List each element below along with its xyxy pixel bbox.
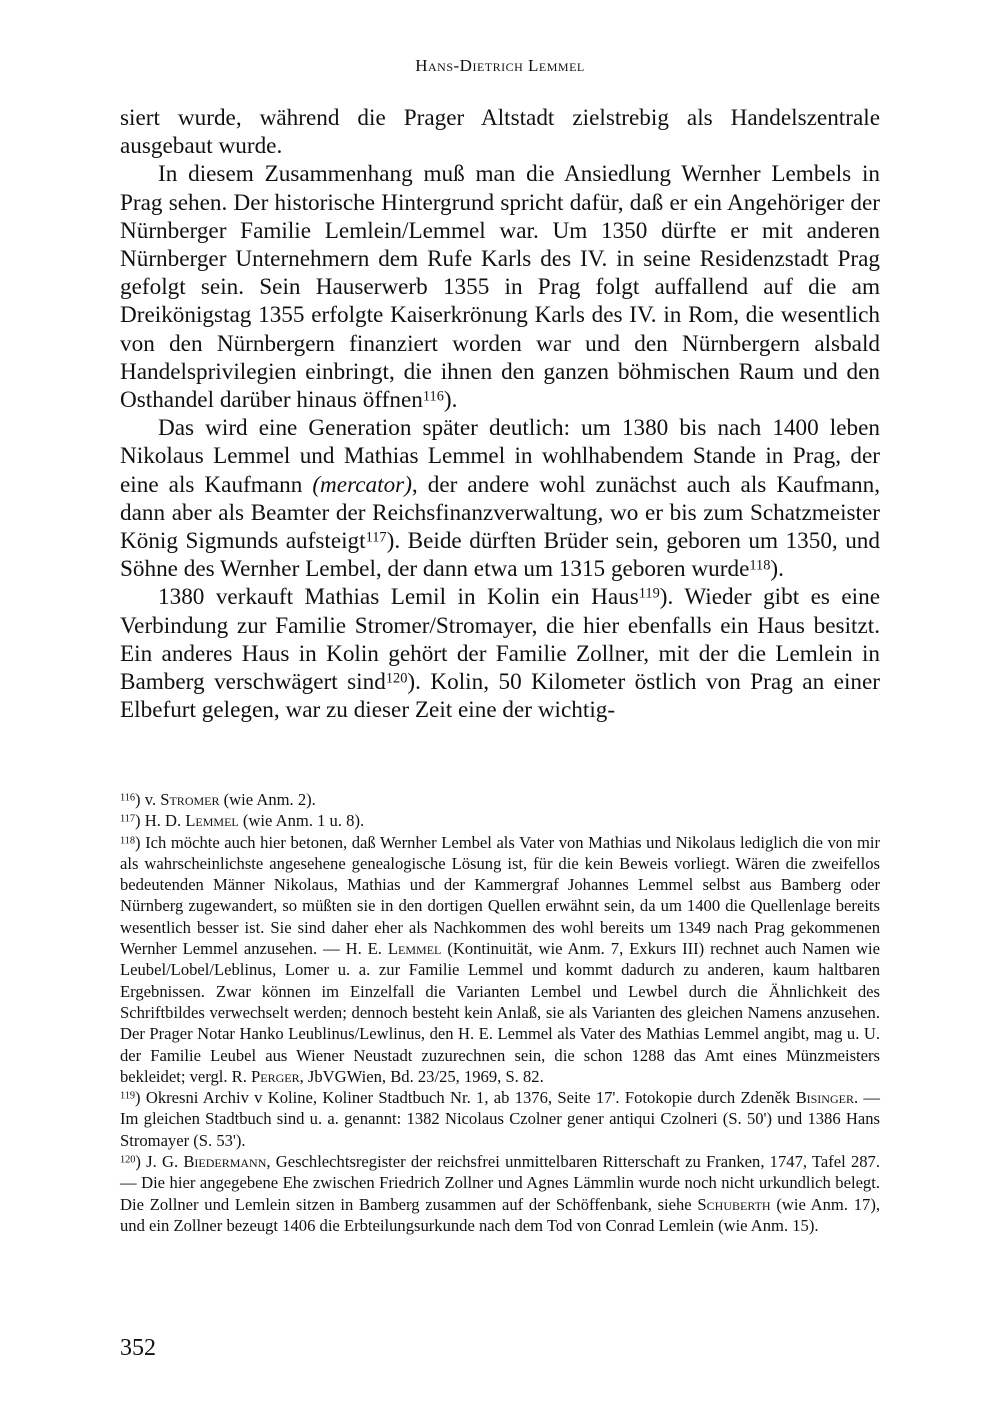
footnote-text: Ich möchte auch hier betonen, daß Wernher Lembel als Vater von Mathias und Nikolaus lediglich die von mir als wahrscheinlichste angesehene genealogische Lösung ist, für die kein Beweis vorliegt. Wären die zweifellos bedeutenden Männer Nikolaus, Mathias und der Kammergraf Johannes Lemmel selbst aus Bamberg oder Nürnberg zugewandert, so müßten sie in den dortigen Quellen erwähnt sein, da um 1400 die Quellenlage bereits wesentlich besser ist. Sie sind daher eher als Nachkommen des wohl bereits um 1349 nach Prag gekommenen Wernher Lemmel anzusehen. — H. E.: [120, 832, 880, 959]
paragraph: [120, 160, 880, 414]
footnote-reference[interactable]: 120: [385, 670, 408, 687]
paragraph-text: ). Wieder gibt es eine Verbindung zur Familie Stromer/Stromayer, die hier ebenfalls ein Haus besitzt. Ein anderes Haus in Kolin gehört der Familie Zollner, mit der die Lemlein in Bamberg verschwägert sind: [120, 584, 880, 696]
author-name: Bisinger: [795, 1088, 854, 1108]
paragraph-text: ).: [443, 387, 458, 414]
footnote-text: , JbVGWien, Bd. 23/25, 1969, S. 82.: [299, 1066, 544, 1086]
paragraph: [120, 414, 880, 583]
footnote-text: . — Im gleichen Stadtbuch sind u. a. genannt: 1382 Nicolaus Czolner gener antiqui Czolneri (S. 50') und 1386 Hans Stromayer (S. 53').: [120, 1088, 881, 1150]
paragraph-continuation: siert wurde, während die Prager Altstadt zielstrebig als Handelszentrale ausgebaut wurde.: [120, 105, 880, 160]
footnote-119: [120, 1087, 880, 1151]
footnote-paren: ): [135, 790, 141, 809]
author-name: Perger: [251, 1066, 300, 1086]
paragraph: [120, 583, 880, 724]
paragraph-text: ).: [770, 556, 784, 583]
footnote-paren: ): [135, 811, 141, 831]
paragraph-text: 1380 verkauft Mathias Lemil in Kolin ein Haus: [158, 584, 639, 611]
footnote-text: v.: [140, 790, 161, 809]
footnote-118: [120, 832, 880, 1088]
paragraph-text: ). Beide dürften Brüder sein, geboren um 1350, und Söhne des Wernher Lembel, der dann etwa um 1315 geboren wurde: [120, 528, 880, 583]
footnote-paren: ): [135, 832, 141, 852]
footnote-reference[interactable]: 116: [422, 388, 444, 405]
footnote-text: (wie Anm. 2).: [219, 790, 316, 809]
footnote-reference[interactable]: 119: [638, 585, 660, 602]
footnote-number: 119: [120, 1090, 136, 1102]
footnote-paren: ): [135, 1088, 141, 1108]
footnotes: [120, 789, 880, 1236]
author-name: Lemmel: [387, 939, 442, 959]
paragraph-text: Das wird eine Generation später deutlich: um 1380 bis nach 1400 leben Nikolaus Lemmel und Mathias Lemmel in wohlhabendem Stande in Prag, der eine als Kaufmann: [120, 415, 880, 498]
footnote-text: Okresni Archiv v Koline, Koliner Stadtbuch Nr. 1, ab 1376, Seite 17'. Fotokopie durch Zdeněk: [140, 1088, 796, 1108]
page-number: 352: [120, 1335, 156, 1361]
footnote-reference[interactable]: 117: [365, 529, 387, 546]
footnote-text: H. D.: [140, 811, 186, 831]
author-name: Lemmel: [185, 811, 239, 831]
footnote-text: (wie Anm. 17), und ein Zollner bezeugt 1406 die Erbteilungsurkunde nach dem Tod von Conrad Lemlein (wie Anm. 15).: [120, 1194, 880, 1235]
paragraph-text: In diesem Zusammenhang muß man die Ansiedlung Wernher Lembels in Prag sehen. Der historische Hintergrund spricht dafür, daß er ein Angehöriger der Nürnberger Familie Lemlein/Lemmel war. Um 1350 dürfte er mit anderen Nürnberger Unternehmern dem Rufe Karls des IV. in seine Residenzstadt Prag gefolgt sein. Sein Hauserwerb 1355 in Prag folgt auffallend auf die am Dreikönigstag 1355 erfolgte Kaiserkrönung Karls des IV. in Rom, die wesentlich von den Nürnbergern finanziert worden war und den Nürnbergern alsbald Handelsprivilegien einbringt, die ihnen den ganzen böhmischen Raum und den Osthandel darüber hinaus öffnen: [120, 161, 880, 414]
footnote-116: [120, 789, 880, 810]
footnote-number: 117: [120, 813, 136, 825]
footnote-reference[interactable]: 118: [749, 557, 771, 574]
footnote-number: 116: [120, 792, 136, 804]
footnote-paren: ): [135, 1152, 141, 1172]
footnote-number: 118: [120, 834, 136, 846]
paragraph-text: ). Kolin, 50 Kilometer östlich von Prag an einer Elbefurt gelegen, war zu dieser Zeit eine der wichtig-: [120, 669, 880, 724]
footnote-text: J. G.: [140, 1152, 184, 1172]
footnote-text: (Kontinuität, wie Anm. 7, Exkurs III) rechnet auch Namen wie Leubel/Lobel/Leblinus, Lomer u. a. zur Familie Lemmel und kommt dadurch zu anderen, kaum haltbaren Ergebnissen. Zwar können im Einzelfall die Varianten Lembel und Lewbel durch die Ähnlichkeit des Schriftbildes verwechselt werden; dennoch besteht kein Anlaß, sie als Varianten des gleichen Namens anzusehen. Der Prager Notar Hanko Leublinus/Lewlinus, den H. E. Lemmel als Vater des Mathias Lemmel angibt, mag u. U. der Familie Leubel aus Wiener Neustadt zuzurechnen sein, die schon 1288 das Amt eines Münzmeisters bekleidet; vergl. R.: [120, 939, 880, 1086]
footnote-120: [120, 1151, 880, 1236]
paragraph-text: , der andere wohl zunächst auch als Kaufmann, dann aber als Beamter der Reichsfinanzverwaltung, wo er bis zum Schatzmeister König Sigmunds aufsteigt: [120, 471, 880, 555]
author-name: Stromer: [160, 790, 220, 809]
italic-term: (mercator): [312, 471, 412, 498]
main-text: [120, 104, 880, 724]
running-header: Hans-Dietrich Lemmel: [415, 56, 585, 75]
footnote-text: , Geschlechtsregister der reichsfrei unmittelbaren Ritterschaft zu Franken, 1747, Tafel 287. — Die hier angegebene Ehe zwischen Friedrich Zollner und Agnes Lämmlin wurde noch nicht urkundlich belegt. Die Zollner und Lemlein sitzen in Bamberg zusammen auf der Schöffenbank, siehe: [120, 1152, 880, 1214]
author-name: Schuberth: [697, 1194, 771, 1214]
footnote-number: 120: [120, 1154, 136, 1166]
author-name: Biedermann: [183, 1152, 267, 1172]
footnote-text: (wie Anm. 1 u. 8).: [238, 811, 365, 831]
footnote-117: [120, 810, 880, 831]
